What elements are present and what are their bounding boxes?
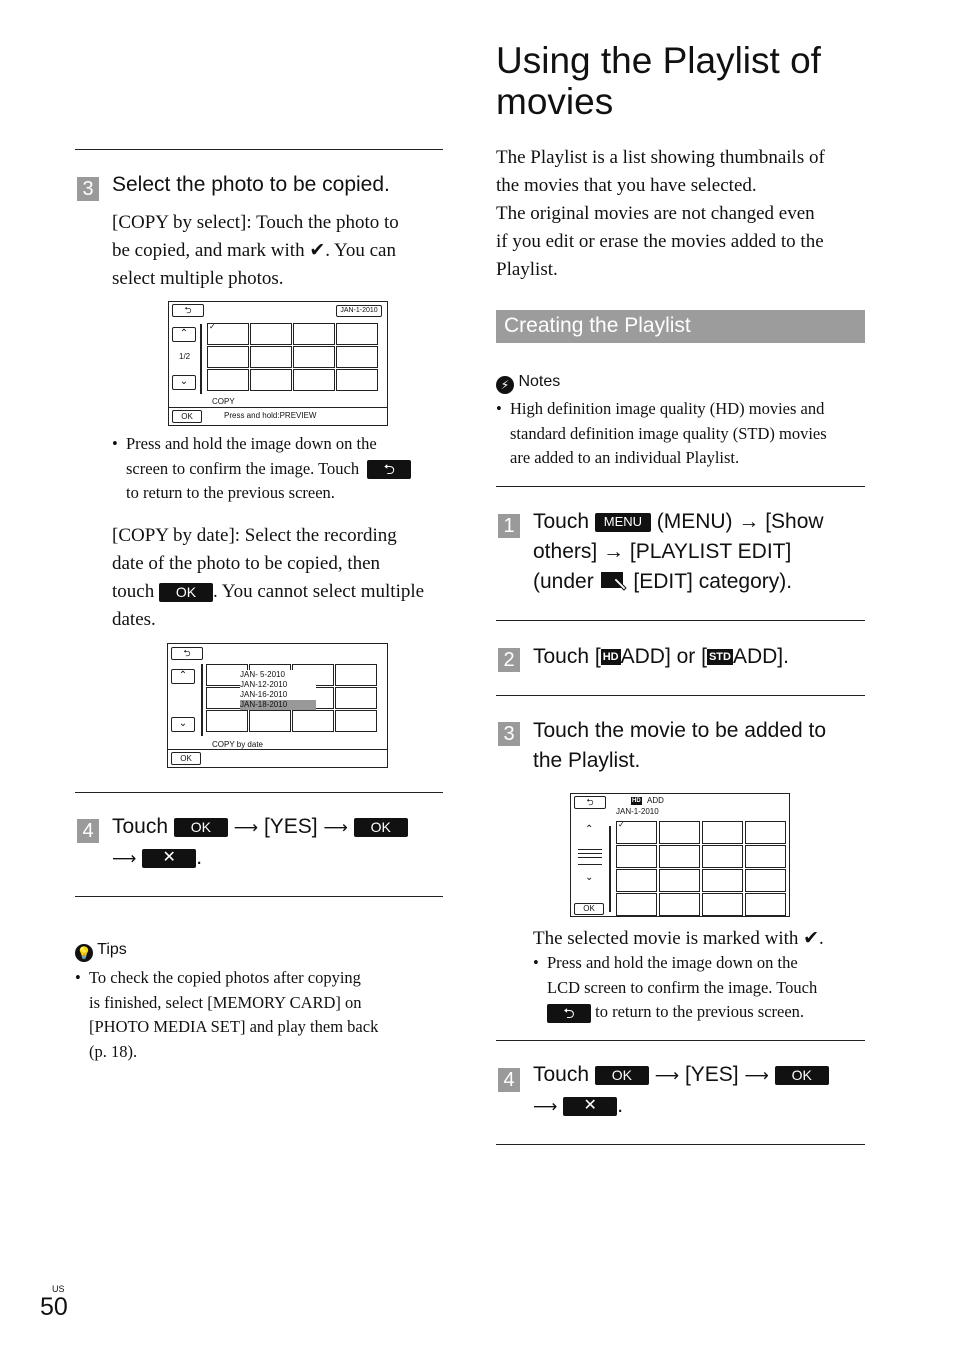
ok-button[interactable]: OK bbox=[595, 1066, 649, 1085]
thumbnail-cell[interactable] bbox=[207, 369, 249, 391]
right-step3 bbox=[533, 716, 873, 776]
std-icon: STD bbox=[708, 651, 731, 664]
touch-label: Touch bbox=[112, 815, 169, 838]
body-line: be copied, and mark with ✔. You can bbox=[112, 240, 396, 261]
intro-line: the movies that you have selected. bbox=[496, 175, 757, 196]
hd-icon: HD bbox=[632, 798, 641, 804]
thumbnail-cell[interactable] bbox=[616, 821, 657, 844]
screen-date: JAN-1-2010 bbox=[616, 807, 659, 816]
back-button[interactable]: ⮌ bbox=[367, 460, 411, 479]
scroll-position-icon bbox=[578, 849, 602, 865]
thumbnail-cell[interactable] bbox=[659, 869, 700, 892]
divider bbox=[75, 896, 443, 897]
scroll-up-button[interactable]: ⌃ bbox=[171, 669, 195, 684]
right-step4: Touch OK ⟶ [YES] ⟶ OK ⟶ ✕ . bbox=[533, 1060, 873, 1122]
divider bbox=[496, 1040, 865, 1041]
date-item[interactable]: JAN-12-2010 bbox=[240, 680, 288, 689]
step-text: Touch [ bbox=[533, 645, 601, 668]
back-button[interactable]: ⮌ bbox=[547, 1004, 591, 1023]
right-bullet bbox=[533, 951, 873, 1025]
ok-button[interactable]: OK bbox=[172, 410, 202, 423]
thumbnail-cell[interactable] bbox=[207, 323, 249, 345]
bottom-bar bbox=[168, 749, 387, 750]
thumbnail-cell[interactable] bbox=[336, 323, 378, 345]
intro-line: if you edit or erase the movies added to the bbox=[496, 231, 824, 252]
divider bbox=[496, 695, 865, 696]
thumbnail-cell[interactable] bbox=[206, 710, 248, 732]
left-bullet bbox=[112, 432, 452, 506]
edit-category-icon bbox=[600, 570, 628, 594]
body-line: date of the photo to be copied, then bbox=[112, 553, 381, 574]
thumbnail-cell[interactable] bbox=[745, 893, 786, 916]
thumbnail-cell[interactable] bbox=[250, 369, 292, 391]
scroll-down-icon[interactable]: ⌄ bbox=[585, 872, 594, 883]
ok-button[interactable]: OK bbox=[159, 583, 213, 602]
step-text: (MENU) → [Show bbox=[656, 510, 824, 533]
thumbnail-cell[interactable] bbox=[745, 821, 786, 844]
divider bbox=[75, 149, 443, 150]
bullet-line: LCD screen to confirm the image. Touch bbox=[547, 977, 818, 997]
bullet: • bbox=[112, 434, 118, 453]
mode-label: COPY by date bbox=[212, 740, 263, 749]
step-text: (under bbox=[533, 570, 594, 593]
bullet-line: to return to the previous screen. bbox=[126, 483, 335, 502]
thumbnail-cell[interactable] bbox=[616, 845, 657, 868]
page-indicator: 1/2 bbox=[179, 352, 191, 361]
tips-line: (p. 18). bbox=[89, 1041, 138, 1061]
step-text: the Playlist. bbox=[533, 749, 641, 772]
hint-label: Press and hold:PREVIEW bbox=[224, 411, 317, 420]
bullet: • bbox=[533, 953, 539, 972]
tips-line: To check the copied photos after copying bbox=[89, 968, 361, 987]
thumbnail-cell[interactable] bbox=[702, 821, 743, 844]
date-item[interactable]: JAN-16-2010 bbox=[240, 690, 288, 699]
intro-line: The original movies are not changed even bbox=[496, 203, 815, 224]
section-heading bbox=[496, 310, 865, 343]
bullet: • bbox=[496, 399, 502, 418]
date-item[interactable]: JAN- 5-2010 bbox=[240, 670, 285, 679]
page-title-text: Using the Playlist of movies bbox=[496, 40, 821, 122]
ok-button[interactable]: OK bbox=[174, 818, 228, 837]
intro-paragraph bbox=[496, 144, 876, 284]
notes-header bbox=[496, 373, 560, 394]
yes-label: [YES] bbox=[263, 815, 318, 838]
check-icon: ✓ bbox=[209, 322, 216, 331]
back-button[interactable]: ⮌ bbox=[171, 647, 203, 660]
scrollbar[interactable] bbox=[609, 826, 611, 912]
scroll-up-button[interactable]: ⌃ bbox=[172, 327, 196, 342]
thumbnail-cell[interactable] bbox=[293, 323, 335, 345]
thumbnail-cell[interactable] bbox=[336, 369, 378, 391]
notes-line: standard definition image quality (STD) movies bbox=[510, 423, 827, 443]
thumbnail-cell[interactable] bbox=[293, 346, 335, 368]
menu-button[interactable]: MENU bbox=[595, 513, 651, 532]
copy-date-screen bbox=[167, 643, 388, 768]
intro-line: Playlist. bbox=[496, 259, 558, 280]
marked-text: The selected movie is marked with ✔. bbox=[533, 928, 824, 949]
ok-button[interactable]: OK bbox=[354, 818, 408, 837]
notes-label: Notes bbox=[518, 373, 561, 390]
thumbnail-cell[interactable] bbox=[659, 821, 700, 844]
scrollbar[interactable] bbox=[201, 664, 203, 736]
close-button[interactable]: ✕ bbox=[142, 849, 196, 868]
left-step3-title: Select the photo to be copied. bbox=[112, 173, 390, 196]
thumbnail-cell[interactable] bbox=[745, 869, 786, 892]
notes-icon: ⚡ bbox=[496, 376, 514, 394]
intro-line: The Playlist is a list showing thumbnails of bbox=[496, 147, 825, 168]
section-heading-text: Creating the Playlist bbox=[504, 314, 691, 337]
thumbnail-cell[interactable] bbox=[659, 845, 700, 868]
thumbnail-cell[interactable] bbox=[702, 893, 743, 916]
thumbnail-cell[interactable] bbox=[336, 346, 378, 368]
scroll-down-button[interactable]: ⌄ bbox=[172, 375, 196, 390]
body-line: touch bbox=[112, 581, 155, 602]
tips-list bbox=[75, 966, 445, 1064]
mode-label: COPY bbox=[212, 397, 235, 406]
step-text: ADD]. bbox=[732, 645, 789, 668]
arrow-icon: ⟶ bbox=[744, 1066, 769, 1086]
step-text: others] → [PLAYLIST EDIT] bbox=[533, 540, 792, 563]
body-line: select multiple photos. bbox=[112, 268, 284, 289]
thumbnail-cell[interactable] bbox=[745, 845, 786, 868]
screen-title: ADD bbox=[647, 796, 664, 805]
page-region: US bbox=[52, 1284, 65, 1294]
thumbnail-cell[interactable] bbox=[702, 845, 743, 868]
arrow-icon: ⟶ bbox=[654, 1066, 680, 1086]
page-number: 50 bbox=[40, 1293, 68, 1321]
step-text: ADD] or [ bbox=[620, 645, 707, 668]
playlist-add-screen bbox=[570, 793, 790, 917]
page-title bbox=[496, 40, 916, 122]
tips-header bbox=[75, 941, 127, 962]
scrollbar[interactable] bbox=[200, 324, 202, 394]
step-number: 4 bbox=[77, 819, 99, 843]
arrow-icon: ⟶ bbox=[533, 1097, 558, 1117]
thumbnail-cell[interactable] bbox=[702, 869, 743, 892]
step-text: Touch the movie to be added to bbox=[533, 719, 827, 742]
right-step1 bbox=[533, 507, 873, 597]
body-line: dates. bbox=[112, 609, 156, 630]
step-number: 3 bbox=[498, 722, 520, 746]
body-line: [COPY by date]: Select the recording bbox=[112, 525, 397, 546]
scroll-down-button[interactable]: ⌄ bbox=[171, 717, 195, 732]
tips-line: [PHOTO MEDIA SET] and play them back bbox=[89, 1017, 379, 1036]
thumbnail-cell[interactable] bbox=[616, 893, 657, 916]
body-line: [COPY by select]: Touch the photo to bbox=[112, 212, 399, 233]
thumbnail-cell[interactable] bbox=[292, 710, 334, 732]
arrow-icon: ⟶ bbox=[112, 849, 137, 869]
notes-line: are added to an individual Playlist. bbox=[510, 448, 740, 467]
yes-label: [YES] bbox=[684, 1063, 739, 1086]
thumbnail-cell[interactable] bbox=[335, 710, 377, 732]
thumbnail-cell[interactable] bbox=[335, 664, 377, 686]
arrow-icon: ⟶ bbox=[323, 818, 348, 838]
scroll-up-icon[interactable]: ⌃ bbox=[585, 824, 594, 835]
bullet: • bbox=[75, 968, 81, 987]
divider bbox=[75, 792, 443, 793]
thumbnail-cell[interactable] bbox=[250, 323, 292, 345]
check-icon: ✓ bbox=[618, 820, 625, 829]
divider bbox=[496, 620, 865, 621]
thumbnail-cell[interactable] bbox=[250, 346, 292, 368]
bullet-line: screen to confirm the image. Touch bbox=[126, 458, 360, 478]
step-text: [EDIT] category). bbox=[633, 570, 793, 593]
touch-label: Touch bbox=[533, 510, 590, 533]
bottom-bar bbox=[169, 407, 387, 408]
ok-button[interactable]: OK bbox=[775, 1066, 829, 1085]
notes-line: High definition image quality (HD) movies and bbox=[510, 399, 825, 418]
copy-by-date bbox=[112, 522, 452, 634]
date-item-selected[interactable]: JAN-18-2010 bbox=[240, 700, 316, 710]
copy-by-select bbox=[112, 209, 452, 293]
left-step4: Touch OK ⟶ [YES] ⟶ OK ⟶ ✕ . bbox=[112, 812, 452, 874]
thumbnail-cell[interactable] bbox=[616, 869, 657, 892]
step-number: 4 bbox=[498, 1068, 520, 1092]
divider bbox=[496, 1144, 865, 1145]
arrow-icon: ⟶ bbox=[233, 818, 259, 838]
divider bbox=[496, 486, 865, 487]
thumbnail-cell[interactable] bbox=[293, 369, 335, 391]
step-number: 2 bbox=[498, 648, 520, 672]
bullet-line: Press and hold the image down on the bbox=[547, 953, 798, 972]
hd-icon: HD bbox=[602, 651, 619, 664]
touch-label: Touch bbox=[533, 1063, 590, 1086]
right-step2 bbox=[533, 642, 873, 672]
step-number: 3 bbox=[77, 177, 99, 201]
thumbnail-cell[interactable] bbox=[207, 346, 249, 368]
back-button[interactable]: ⮌ bbox=[574, 796, 606, 809]
tips-line: is finished, select [MEMORY CARD] on bbox=[89, 992, 362, 1012]
date-display: JAN-1-2010 bbox=[336, 305, 382, 317]
bullet-line: to return to the previous screen. bbox=[595, 1002, 805, 1021]
thumbnail-cell[interactable] bbox=[335, 687, 377, 709]
tips-label: Tips bbox=[97, 941, 127, 958]
copy-select-screen bbox=[168, 301, 388, 426]
thumbnail-cell[interactable] bbox=[249, 710, 291, 732]
ok-button[interactable]: OK bbox=[171, 752, 201, 765]
thumbnail-cell[interactable] bbox=[659, 893, 700, 916]
step-number: 1 bbox=[498, 514, 520, 538]
ok-button[interactable]: OK bbox=[574, 903, 604, 915]
body-line: . You cannot select multiple bbox=[212, 581, 425, 602]
notes-list bbox=[496, 397, 876, 471]
tips-icon: 💡 bbox=[76, 946, 92, 960]
bullet-line: Press and hold the image down on the bbox=[126, 434, 377, 453]
close-button[interactable]: ✕ bbox=[563, 1097, 617, 1116]
back-button[interactable]: ⮌ bbox=[172, 304, 204, 317]
date-list[interactable] bbox=[240, 670, 316, 710]
